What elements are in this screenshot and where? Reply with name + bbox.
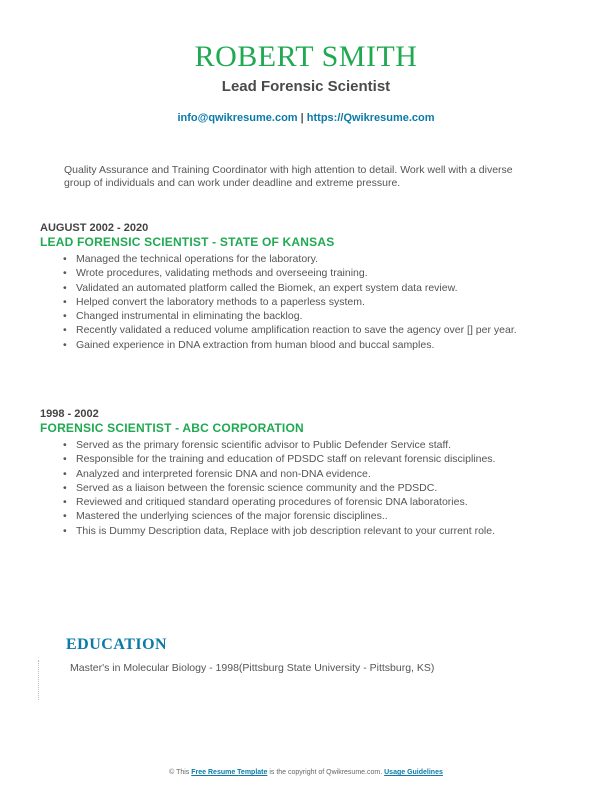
job-bullet: • Wrote procedures, validating methods and overseeing training. xyxy=(76,266,520,280)
job-bullet: • Changed instrumental in eliminating the backlog. xyxy=(76,309,520,323)
job-bullet: • Served as the primary forensic scientific advisor to Public Defender Service staff. xyxy=(76,438,520,452)
summary-paragraph: Quality Assurance and Training Coordinator with high attention to detail. Work well with a diverse group of individuals and can work under deadline and extreme pressure. xyxy=(64,164,513,189)
job-bullet-list xyxy=(40,438,520,538)
free-resume-template-link[interactable]: Free Resume Template xyxy=(191,769,268,776)
usage-guidelines-link[interactable]: Usage Guidelines xyxy=(384,769,443,776)
job-dates: 1998 - 2002 xyxy=(40,408,99,420)
footer-copyright xyxy=(0,769,612,776)
website-link[interactable]: https://Qwikresume.com xyxy=(306,112,435,124)
job-title: FORENSIC SCIENTIST - ABC CORPORATION xyxy=(40,421,304,435)
job-bullet: • This is Dummy Description data, Replace with job description relevant to your current role. xyxy=(76,524,520,538)
candidate-name: ROBERT SMITH xyxy=(194,40,418,73)
job-bullet-list xyxy=(40,252,520,352)
job-bullet: • Managed the technical operations for the laboratory. xyxy=(76,252,520,266)
experience-entry xyxy=(40,408,520,538)
footer-middle: is the copyright of Qwikresume.com. xyxy=(269,769,383,776)
footer-prefix: © This xyxy=(169,769,190,776)
job-bullet: • Responsible for the training and education of PDSDC staff on relevant forensic disciplines. xyxy=(76,452,520,466)
job-bullet: • Served as a liaison between the forensic science community and the PDSDC. xyxy=(76,481,520,495)
job-bullet: • Analyzed and interpreted forensic DNA and non-DNA evidence. xyxy=(76,467,520,481)
job-bullet: • Reviewed and critiqued standard operating procedures of forensic DNA laboratories. xyxy=(76,495,520,509)
education-heading: EDUCATION xyxy=(66,636,168,653)
job-bullet: • Mastered the underlying sciences of the major forensic disciplines.. xyxy=(76,509,520,523)
education-entry: Master's in Molecular Biology - 1998(Pittsburg State University - Pittsburg, KS) xyxy=(70,662,435,674)
job-bullet: • Recently validated a reduced volume amplification reaction to save the agency over [] per year. xyxy=(76,323,520,337)
education-divider xyxy=(38,660,39,700)
contact-separator: | xyxy=(300,112,304,124)
job-title: LEAD FORENSIC SCIENTIST - STATE OF KANSAS xyxy=(40,235,335,249)
job-dates: AUGUST 2002 - 2020 xyxy=(40,222,149,234)
job-bullet: • Helped convert the laboratory methods to a paperless system. xyxy=(76,295,520,309)
candidate-title: Lead Forensic Scientist xyxy=(221,78,391,95)
email-link[interactable]: info@qwikresume.com xyxy=(177,112,298,124)
job-bullet: • Gained experience in DNA extraction from human blood and buccal samples. xyxy=(76,338,520,352)
experience-entry xyxy=(40,222,520,352)
job-bullet: • Validated an automated platform called the Biomek, an expert system data review. xyxy=(76,281,520,295)
contact-line xyxy=(0,112,612,124)
